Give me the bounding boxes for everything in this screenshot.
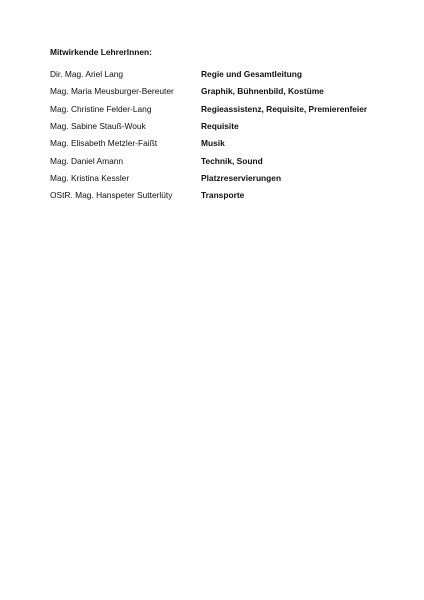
staff-role: Regie und Gesamtleitung (201, 69, 302, 79)
staff-name: Mag. Elisabeth Metzler-Faißt (50, 138, 158, 148)
staff-role: Transporte (201, 190, 245, 200)
staff-name: Mag. Christine Felder-Lang (50, 104, 152, 114)
staff-name: Mag. Maria Meusburger-Bereuter (50, 86, 174, 96)
section-heading: Mitwirkende LehrerInnen: (50, 47, 152, 57)
staff-row (50, 104, 400, 116)
staff-name: Mag. Kristina Kessler (50, 173, 130, 183)
staff-role: Platzreservierungen (201, 173, 282, 183)
staff-role: Graphik, Bühnenbild, Kostüme (201, 86, 324, 96)
staff-row (50, 86, 400, 98)
staff-name: Dir. Mag. Ariel Lang (50, 69, 124, 79)
staff-name: OStR. Mag. Hanspeter Sutterlüty (50, 190, 173, 200)
staff-row (50, 190, 400, 202)
staff-role: Requisite (201, 121, 239, 131)
staff-role: Regieassistenz, Requisite, Premierenfeier (201, 104, 368, 114)
staff-row (50, 138, 400, 150)
staff-row (50, 173, 400, 185)
staff-name: Mag. Sabine Stauß-Wouk (50, 121, 146, 131)
staff-row (50, 69, 400, 81)
staff-row (50, 156, 400, 168)
staff-role: Musik (201, 138, 225, 148)
staff-row (50, 121, 400, 133)
staff-role: Technik, Sound (201, 156, 263, 166)
staff-name: Mag. Daniel Amann (50, 156, 124, 166)
